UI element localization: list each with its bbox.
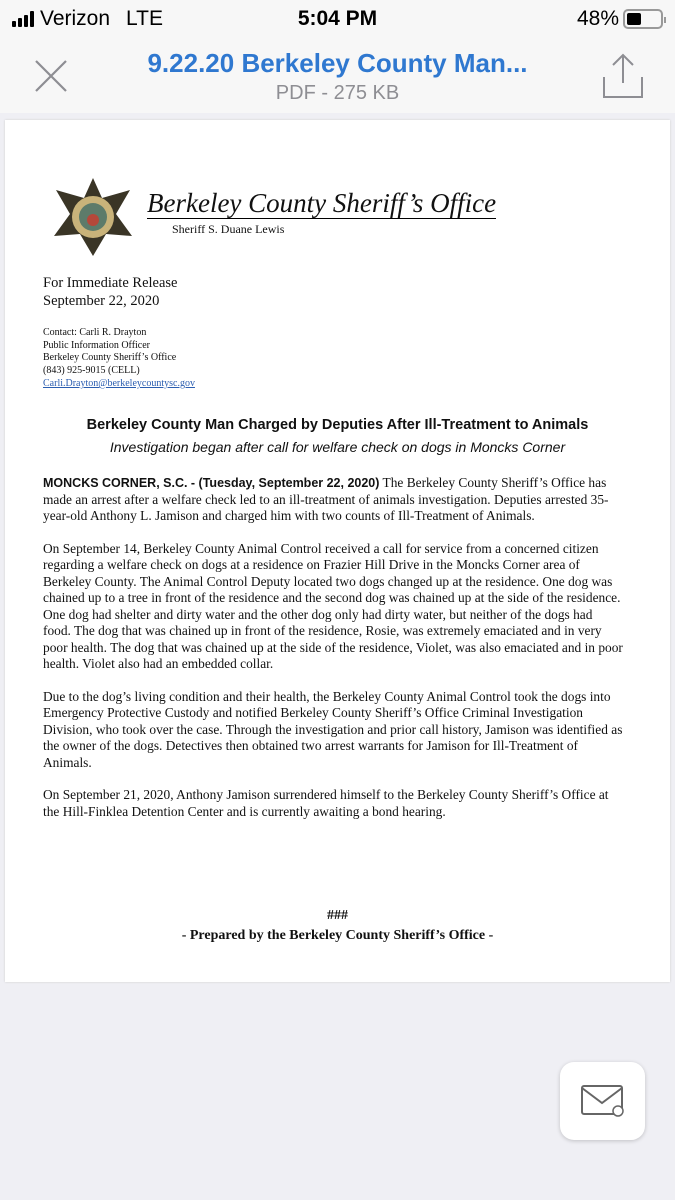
paragraph: On September 21, 2020, Anthony Jamison surrendered himself to the Berkeley County Sheriff’s Office at the Hill-Finklea Detention Center and is currently awaiting a bond hearing.: [43, 787, 609, 819]
sheriff-name: Sheriff S. Duane Lewis: [172, 222, 285, 236]
nav-bar: [0, 38, 675, 113]
carrier: Verizon: [40, 7, 111, 30]
envelope-icon: [580, 1084, 626, 1118]
battery-icon: [623, 9, 663, 29]
contact-phone: (843) 925-9015 (CELL): [43, 365, 140, 377]
contact-org: Berkeley County Sheriff’s Office: [43, 352, 177, 364]
battery-percent: 48%: [576, 7, 619, 30]
pdf-page: [5, 120, 670, 982]
share-icon[interactable]: [600, 53, 646, 99]
organization-name: Berkeley County Sheriff’s Office: [147, 188, 497, 218]
contact-block: [43, 327, 195, 391]
paragraph: [43, 475, 623, 525]
paragraph: Due to the dog’s living condition and their health, the Berkeley County Animal Control took the dogs into Emergency Protective Custody and notified Berkeley County Sheriff’s Office Criminal Investigation Division, who took over the case. Through the investigation and prior call history, Jamison was identified as the owner of the dogs. Detectives then obtained two arrest warrants for Jamison for Ill-Treatment of Animals.: [43, 688, 623, 770]
mail-button[interactable]: [560, 1062, 645, 1140]
release-date: September 22, 2020: [43, 293, 160, 309]
article-body: [43, 475, 623, 836]
sheriff-badge-logo: [50, 178, 136, 256]
contact-name: Contact: Carli R. Drayton: [43, 327, 147, 338]
end-mark: ###: [327, 908, 348, 923]
document-size: PDF - 275 KB: [275, 82, 400, 104]
paragraph-text: The Berkeley County Sheriff’s Office has made an arrest after a welfare check led to an ill-treatment of animals investigation. Deputies arrested 35-year-old Anthony L. Jamison and charged him with two counts of Ill-Treatment of Animals.: [43, 475, 609, 523]
contact-title: Public Information Officer: [43, 339, 151, 351]
subheadline: Investigation began after call for welfare check on dogs in Moncks Corner: [109, 439, 566, 455]
contact-email-link[interactable]: Carli.Drayton@berkeleycountysc.gov: [43, 377, 195, 389]
headline: Berkeley County Man Charged by Deputies After Ill-Treatment to Animals: [86, 417, 589, 433]
clock: 5:04 PM: [297, 7, 378, 30]
network: LTE: [126, 7, 164, 30]
document-title: 9.22.20 Berkeley County Man...: [147, 48, 528, 78]
dateline: MONCKS CORNER, S.C. - (Tuesday, September 22, 2020): [43, 476, 380, 490]
status-bar: [0, 0, 675, 38]
release-label: For Immediate Release: [43, 275, 178, 291]
footer: - Prepared by the Berkeley County Sheriff’s Office -: [181, 928, 494, 943]
paragraph: On September 14, Berkeley County Animal Control received a call for service from a concerned citizen regarding a welfare check on dogs at a residence on Frazier Hill Drive in the Moncks Corner area of Berkeley County. The Animal Control Deputy located two dogs changed up at the residence. One dog was chained up to a tree in front of the residence and the second dog was chained up at the side of the residence. One dog had shelter and dirty water and the other dog only had dirty water, but neither of the dogs had food. The dog that was chained up in front of the residence, Rosie, was extremely emaciated and in very poor health. The dog that was chained up at the side of the residence, Violet, was also emaciated and in poor health. Violet also had an embedded collar.: [43, 540, 623, 671]
